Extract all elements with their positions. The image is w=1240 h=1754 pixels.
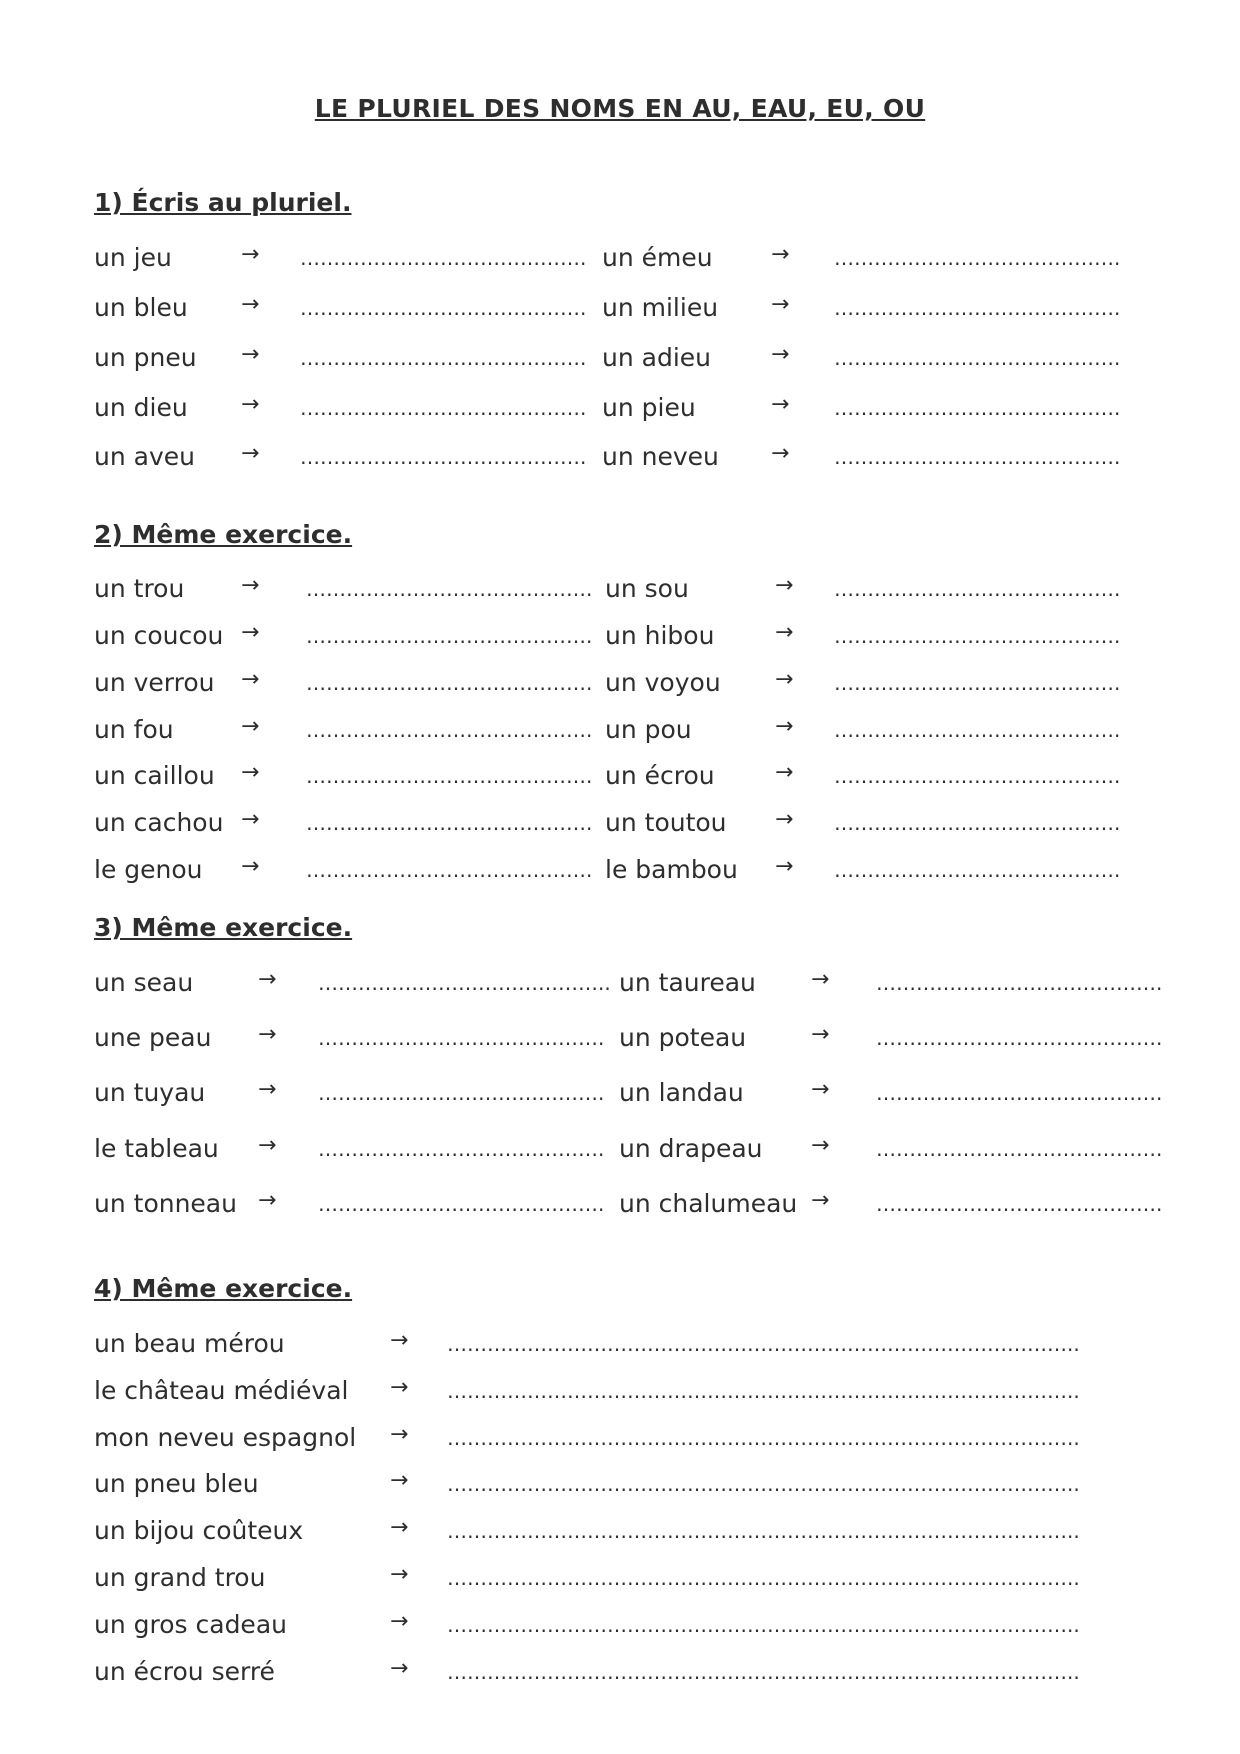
answer-line[interactable]: ……………………………………. — [318, 1137, 605, 1161]
exercise-row — [0, 1420, 1240, 1456]
section-title: 2) Même exercice. — [94, 520, 353, 549]
arrow-icon: → — [258, 1022, 277, 1047]
exercise-row — [0, 390, 1240, 426]
exercise-row — [0, 439, 1240, 475]
arrow-icon: → — [241, 854, 260, 879]
exercise-row — [0, 290, 1240, 326]
arrow-icon: → — [811, 1022, 830, 1047]
answer-line[interactable]: ……………………………………. — [318, 1192, 605, 1216]
exercise-row — [0, 712, 1240, 748]
noun-right: un taureau — [619, 968, 756, 997]
answer-line[interactable]: ……………………………………. — [834, 671, 1121, 695]
exercise-row — [0, 571, 1240, 607]
arrow-icon: → — [771, 242, 790, 267]
noun-left: un beau mérou — [94, 1329, 285, 1358]
exercise-row — [0, 1020, 1240, 1056]
noun-left: un gros cadeau — [94, 1610, 287, 1639]
exercise-row — [0, 1466, 1240, 1502]
noun-left: le château médiéval — [94, 1376, 349, 1405]
exercise-row — [0, 1075, 1240, 1111]
answer-line[interactable]: ……………………………………. — [834, 718, 1121, 742]
answer-line[interactable]: ……………………………………. — [300, 445, 587, 469]
exercise-row — [0, 340, 1240, 376]
answer-line[interactable]: ……………………………………. — [306, 858, 593, 882]
noun-right: un émeu — [602, 243, 713, 272]
noun-left: un écrou serré — [94, 1657, 275, 1686]
answer-line[interactable]: ……………………………………. — [306, 577, 593, 601]
noun-left: un seau — [94, 968, 194, 997]
exercise-row — [0, 618, 1240, 654]
arrow-icon: → — [258, 1188, 277, 1213]
answer-line[interactable]: ……………………………………. — [306, 764, 593, 788]
noun-left: le tableau — [94, 1134, 219, 1163]
noun-left: un dieu — [94, 393, 188, 422]
arrow-icon: → — [241, 807, 260, 832]
arrow-icon: → — [241, 292, 260, 317]
answer-line[interactable]: ……………………………………. — [306, 671, 593, 695]
arrow-icon: → — [241, 573, 260, 598]
answer-line[interactable]: ……………………………………. — [834, 624, 1121, 648]
noun-right: un sou — [605, 574, 689, 603]
answer-line[interactable]: ……………………………………. — [306, 624, 593, 648]
answer-line[interactable]: ……………………………………. — [876, 1081, 1163, 1105]
arrow-icon: → — [390, 1328, 409, 1353]
noun-right: un hibou — [605, 621, 715, 650]
arrow-icon: → — [811, 967, 830, 992]
answer-line[interactable]: ……………………………………. — [834, 858, 1121, 882]
answer-line[interactable]: ……………………………………. — [834, 346, 1121, 370]
exercise-row — [0, 665, 1240, 701]
answer-line[interactable]: ……………………………………. — [318, 1081, 605, 1105]
noun-left: un trou — [94, 574, 185, 603]
noun-right: un drapeau — [619, 1134, 763, 1163]
arrow-icon: → — [390, 1375, 409, 1400]
arrow-icon: → — [258, 1077, 277, 1102]
answer-line[interactable]: ………………………………………………………………………………….. — [447, 1426, 1080, 1450]
noun-left: un pneu — [94, 343, 197, 372]
answer-line[interactable]: ……………………………………. — [300, 296, 587, 320]
answer-line[interactable]: …………………………………….. — [318, 971, 611, 995]
noun-right: le bambou — [605, 855, 738, 884]
arrow-icon: → — [258, 1133, 277, 1158]
noun-right: un pou — [605, 715, 692, 744]
exercise-row — [0, 1560, 1240, 1596]
exercise-row — [0, 805, 1240, 841]
exercise-row — [0, 1131, 1240, 1167]
answer-line[interactable]: ……………………………………. — [876, 1026, 1163, 1050]
exercise-row — [0, 1373, 1240, 1409]
arrow-icon: → — [811, 1133, 830, 1158]
arrow-icon: → — [241, 620, 260, 645]
noun-right: un chalumeau — [619, 1189, 798, 1218]
noun-left: un verrou — [94, 668, 215, 697]
arrow-icon: → — [775, 807, 794, 832]
noun-right: un poteau — [619, 1023, 747, 1052]
arrow-icon: → — [241, 667, 260, 692]
section-title: 3) Même exercice. — [94, 913, 353, 942]
arrow-icon: → — [241, 392, 260, 417]
arrow-icon: → — [771, 441, 790, 466]
noun-left: un bijou coûteux — [94, 1516, 304, 1545]
arrow-icon: → — [771, 342, 790, 367]
page-title: LE PLURIEL DES NOMS EN AU, EAU, EU, OU — [314, 94, 926, 123]
arrow-icon: → — [390, 1562, 409, 1587]
arrow-icon: → — [775, 760, 794, 785]
arrow-icon: → — [241, 441, 260, 466]
answer-line[interactable]: ……………………………………. — [834, 396, 1121, 420]
noun-right: un écrou — [605, 761, 715, 790]
noun-left: un pneu bleu — [94, 1469, 259, 1498]
answer-line[interactable]: ……………………………………. — [318, 1026, 605, 1050]
noun-left: le genou — [94, 855, 203, 884]
exercise-row — [0, 1326, 1240, 1362]
exercise-row — [0, 1186, 1240, 1222]
answer-line[interactable]: ……………………………………. — [876, 1137, 1163, 1161]
answer-line[interactable]: ……………………………………. — [834, 246, 1121, 270]
noun-right: un toutou — [605, 808, 727, 837]
exercise-row — [0, 240, 1240, 276]
answer-line[interactable]: ……………………………………. — [300, 246, 587, 270]
arrow-icon: → — [241, 760, 260, 785]
answer-line[interactable]: ……………………………………. — [300, 346, 587, 370]
answer-line[interactable]: ……………………………………. — [876, 971, 1163, 995]
arrow-icon: → — [811, 1188, 830, 1213]
noun-right: un pieu — [602, 393, 696, 422]
noun-left: un caillou — [94, 761, 215, 790]
noun-right: un voyou — [605, 668, 721, 697]
arrow-icon: → — [775, 620, 794, 645]
arrow-icon: → — [811, 1077, 830, 1102]
arrow-icon: → — [771, 392, 790, 417]
answer-line[interactable]: ……………………………………. — [834, 577, 1121, 601]
answer-line[interactable]: ………………………………………………………………………………….. — [447, 1379, 1080, 1403]
answer-line[interactable]: ………………………………………………………………………………….. — [447, 1613, 1080, 1637]
noun-left: un tuyau — [94, 1078, 206, 1107]
answer-line[interactable]: ……………………………………. — [834, 445, 1121, 469]
arrow-icon: → — [771, 292, 790, 317]
exercise-row — [0, 1654, 1240, 1690]
answer-line[interactable]: ………………………………………………………………………………….. — [447, 1519, 1080, 1543]
noun-left: un tonneau — [94, 1189, 237, 1218]
answer-line[interactable]: ……………………………………. — [834, 811, 1121, 835]
section-title: 4) Même exercice. — [94, 1274, 353, 1303]
noun-left: un coucou — [94, 621, 224, 650]
answer-line[interactable]: ………………………………………………………………………………….. — [447, 1332, 1080, 1356]
answer-line[interactable]: ……………………………………. — [306, 718, 593, 742]
answer-line[interactable]: ……………………………………. — [300, 396, 587, 420]
exercise-row — [0, 965, 1240, 1001]
exercise-row — [0, 1513, 1240, 1549]
noun-right: un landau — [619, 1078, 744, 1107]
arrow-icon: → — [390, 1656, 409, 1681]
arrow-icon: → — [390, 1609, 409, 1634]
arrow-icon: → — [241, 342, 260, 367]
arrow-icon: → — [775, 854, 794, 879]
answer-line[interactable]: ……………………………………. — [834, 764, 1121, 788]
noun-left: un aveu — [94, 442, 195, 471]
noun-left: un jeu — [94, 243, 172, 272]
answer-line[interactable]: ………………………………………………………………………………….. — [447, 1566, 1080, 1590]
noun-right: un milieu — [602, 293, 719, 322]
answer-line[interactable]: ……………………………………. — [834, 296, 1121, 320]
answer-line[interactable]: ……………………………………. — [876, 1192, 1163, 1216]
noun-left: un fou — [94, 715, 174, 744]
arrow-icon: → — [241, 242, 260, 267]
arrow-icon: → — [775, 573, 794, 598]
noun-left: mon neveu espagnol — [94, 1423, 357, 1452]
noun-left: un bleu — [94, 293, 188, 322]
exercise-row — [0, 758, 1240, 794]
noun-left: un cachou — [94, 808, 224, 837]
exercise-row — [0, 852, 1240, 888]
arrow-icon: → — [390, 1515, 409, 1540]
answer-line[interactable]: ………………………………………………………………………………….. — [447, 1660, 1080, 1684]
arrow-icon: → — [390, 1468, 409, 1493]
noun-left: une peau — [94, 1023, 212, 1052]
arrow-icon: → — [258, 967, 277, 992]
arrow-icon: → — [241, 714, 260, 739]
arrow-icon: → — [775, 667, 794, 692]
arrow-icon: → — [775, 714, 794, 739]
answer-line[interactable]: ……………………………………. — [306, 811, 593, 835]
section-title: 1) Écris au pluriel. — [94, 188, 352, 217]
exercise-row — [0, 1607, 1240, 1643]
answer-line[interactable]: ………………………………………………………………………………….. — [447, 1472, 1080, 1496]
noun-left: un grand trou — [94, 1563, 266, 1592]
noun-right: un neveu — [602, 442, 719, 471]
arrow-icon: → — [390, 1422, 409, 1447]
noun-right: un adieu — [602, 343, 711, 372]
